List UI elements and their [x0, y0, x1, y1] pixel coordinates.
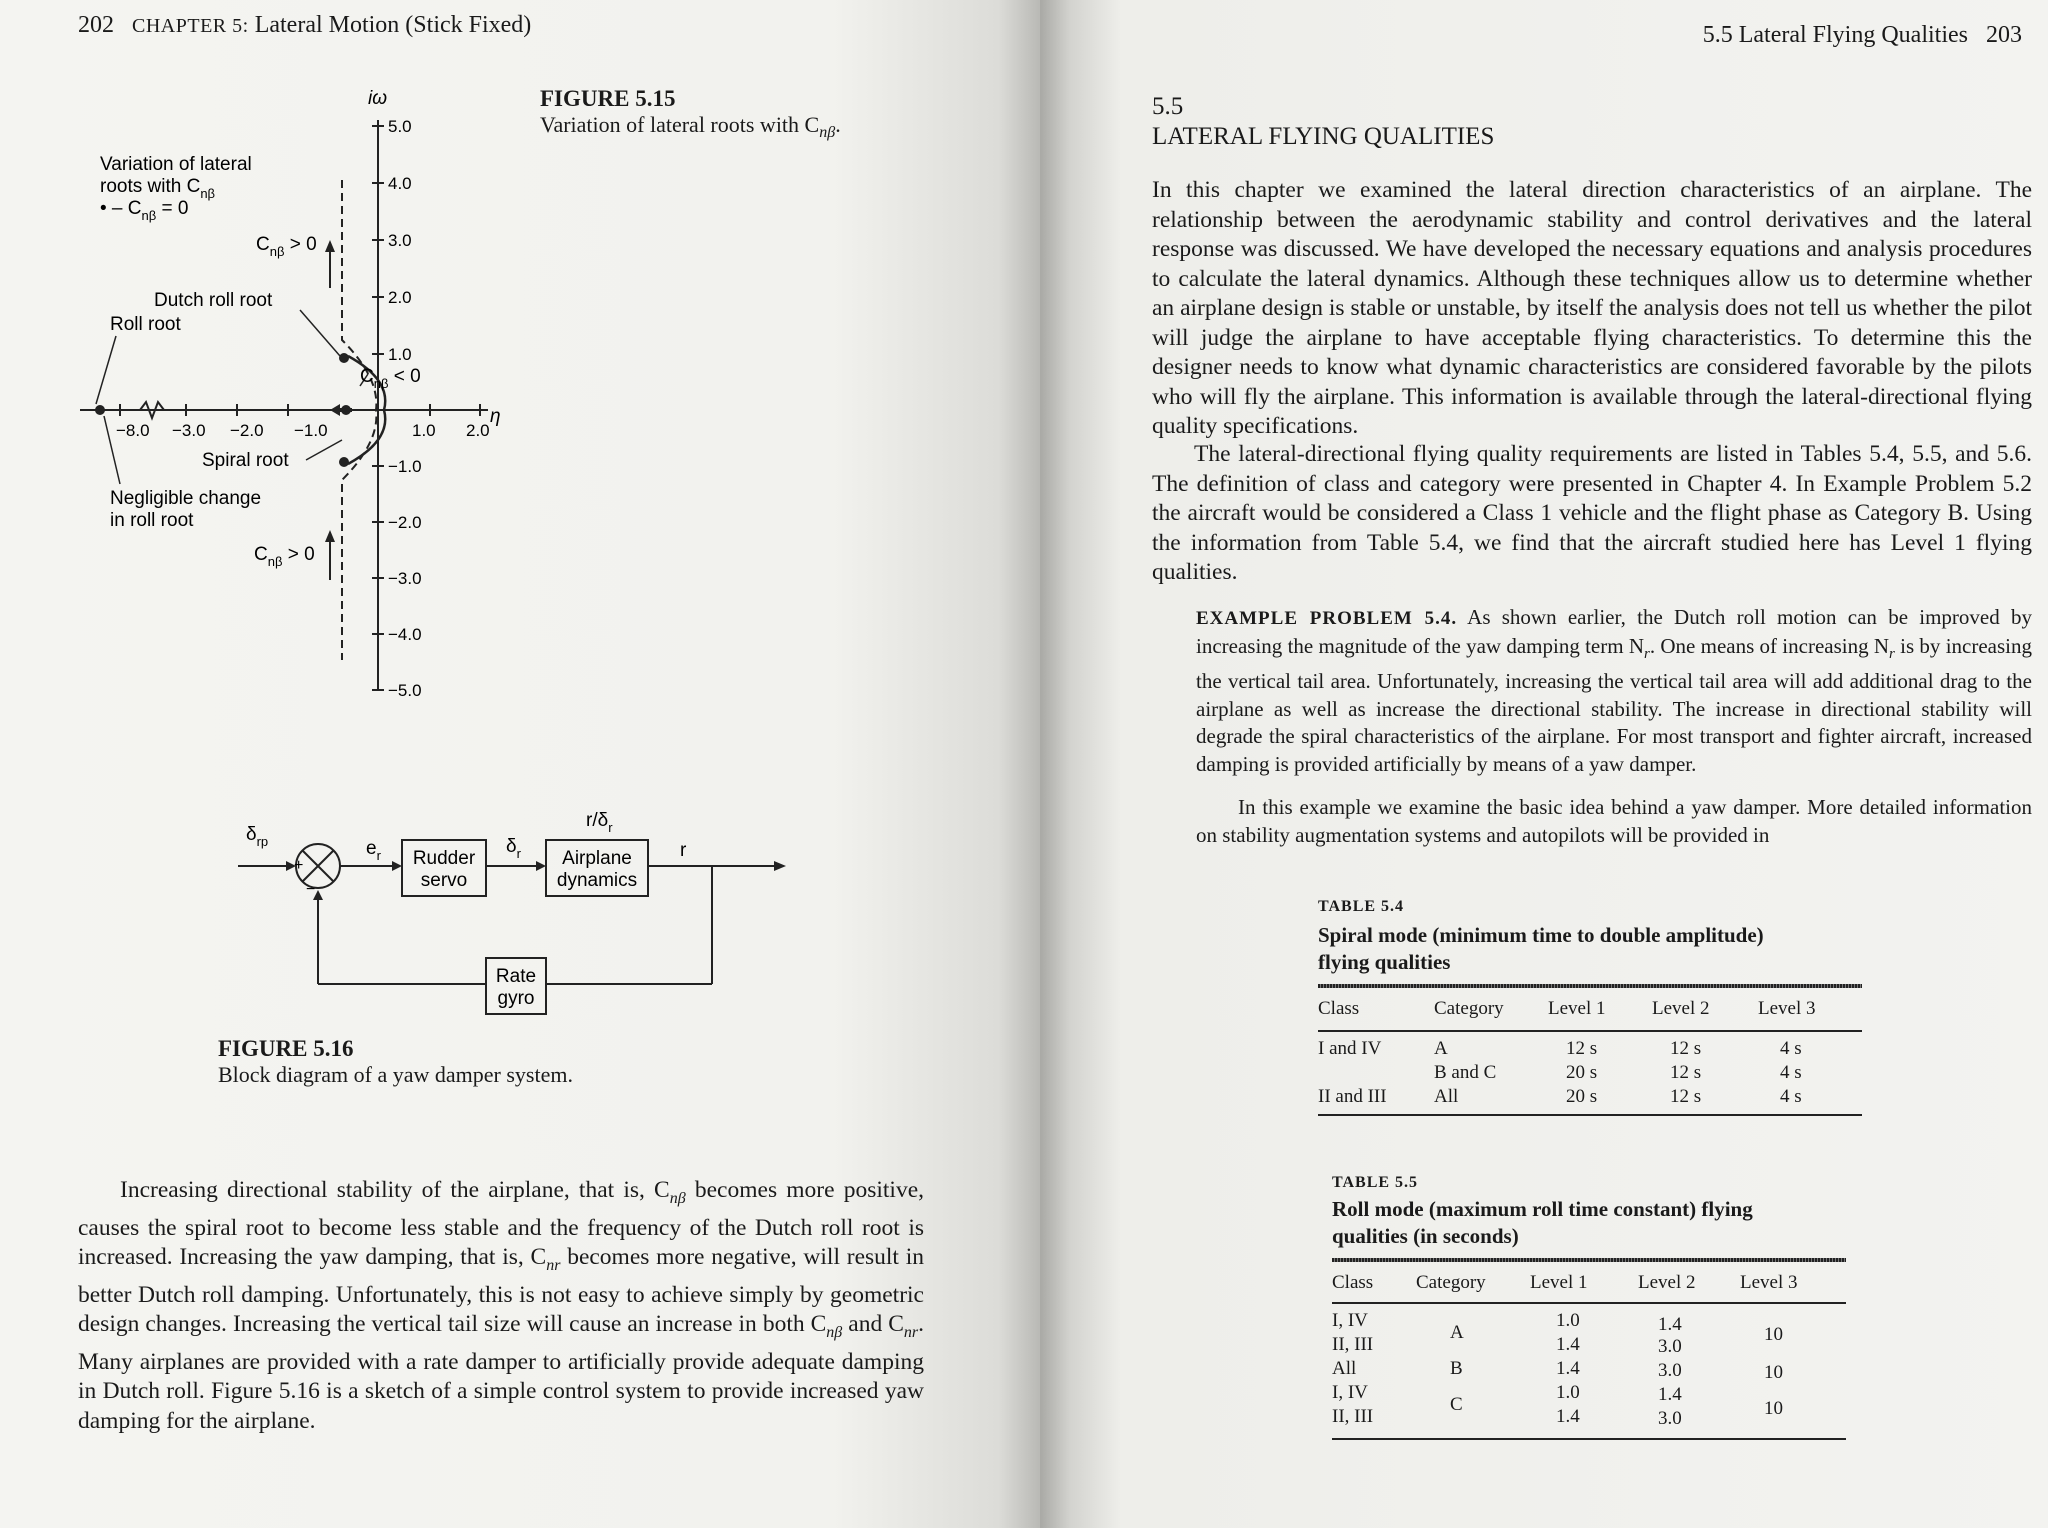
bd-output-label: r: [680, 840, 687, 861]
page-number-left: 202: [78, 12, 114, 38]
bd-tf-sub: r: [608, 820, 613, 835]
bd-airplane-line2: dynamics: [556, 870, 638, 891]
legend-line3-sub: nβ: [141, 208, 157, 223]
svg-text:• – Cnβ = 0: [100, 198, 188, 223]
t55-category-b: B: [1450, 1358, 1463, 1379]
t54-r3-level2: 12 s: [1670, 1086, 1702, 1107]
ann-cnb-pos-top-end: > 0: [284, 234, 317, 255]
bd-input-sub: rp: [256, 834, 269, 849]
t55-h-level1: Level 1: [1530, 1272, 1588, 1293]
t54-r2-level2: 12 s: [1670, 1062, 1702, 1083]
y-tick-m3: −3.0: [388, 569, 422, 588]
example-problem-5-4: EXAMPLE PROBLEM 5.4. As shown earlier, the Dutch roll motion can be improved by increasing the magnitude of the yaw damping term $N_r$. One means of increasing $N_r$ is by increasing the vertical tail area. Unfortunately, increasing the vertical tail area will add additional drag to the airplane as well as increase the directional stability. The increase in directional stability will degrade the spiral characteristics of the airplane. For most transport and fighter aircraft, increased damping is provided artificially by means of a yaw damper.: [1196, 605, 2032, 776]
legend-title-line2-sub: nβ: [200, 186, 216, 201]
legend-line3-end: = 0: [156, 198, 189, 219]
table-5-5-bottom-rule: [1332, 1438, 1846, 1440]
imag-axis-label: iω: [368, 88, 388, 109]
ann-roll-root: Roll root: [110, 314, 181, 335]
figure-5-16-caption-block: [218, 1036, 573, 1088]
ann-cnb-pos-top-sub: nβ: [269, 244, 285, 259]
y-tick-3: 3.0: [388, 231, 412, 250]
t55-l1-5: 1.4: [1556, 1406, 1580, 1427]
t54-r2-level3: 4 s: [1780, 1062, 1802, 1083]
left-body-paragraph: Increasing directional stability of the airplane, that is, $C_{n\beta}$ becomes more positive, causes the spiral root to become less stable and the frequency of the Dutch roll root is increased. Increasing the yaw damping, that is, $C_{nr}$ becomes more negative, will result in better Dutch roll damping. Unfortunately, this is not easy to achieve simply by geometric design changes. Increasing the vertical tail size will cause an increase in both $C_{n\beta}$ and $C_{nr}$. Many airplanes are provided with a rate damper to artificially provide adequate damping in Dutch roll. Figure 5.16 is a sketch of a simple control system to provide increased yaw damping for the airplane.: [78, 1177, 924, 1434]
ann-cnb-neg: C: [360, 366, 374, 387]
bd-delta-r: δ: [506, 836, 517, 857]
t55-l1-3: 1.4: [1556, 1358, 1580, 1379]
figure-5-15-root-locus: [0, 80, 1040, 720]
figure-5-15-caption-block: [540, 86, 841, 142]
t55-l2-2: 3.0: [1658, 1336, 1682, 1357]
y-tick-m2: −2.0: [388, 513, 422, 532]
table-5-4-label: TABLE 5.4: [1318, 898, 1405, 915]
table-5-4-header-rule: [1318, 1030, 1862, 1032]
right-para-2: The lateral-directional flying quality requirements are listed in Tables 5.4, 5.5, and 5.6. The definition of class and category were presented in Chapter 4. In Example Problem 5.2 the aircraft would be considered a Class 1 vehicle and the flight phase as Category B. Using the information from Table 5.4, we find that the aircraft studied here has Level 1 flying qualities.: [1152, 441, 2032, 585]
t54-r1-category: A: [1434, 1038, 1448, 1059]
bd-input-label: δ: [246, 824, 257, 845]
t55-h-level2: Level 2: [1638, 1272, 1696, 1293]
right-page: [1040, 0, 2048, 1528]
t55-class-1: I, IV: [1332, 1310, 1368, 1331]
bd-rate-line2: gyro: [497, 988, 535, 1009]
bd-tf-label: r/δ: [586, 810, 609, 831]
t54-r1-class: I and IV: [1318, 1038, 1382, 1059]
example-para-2: In this example we examine the basic idea behind a yaw damper. More detailed information on stability augmentation systems and autopilots will be provided in: [1196, 795, 2032, 847]
y-tick-1: 1.0: [388, 345, 412, 364]
svg-text:r/δr: [586, 810, 613, 835]
bd-error-sub: r: [376, 848, 381, 863]
svg-text:δrp: [246, 824, 268, 849]
t54-h-class: Class: [1318, 998, 1360, 1019]
ann-cnb-pos-bottom-end: > 0: [282, 544, 315, 565]
chapter-label: CHAPTER 5:: [132, 15, 249, 37]
t54-r1-level1: 12 s: [1566, 1038, 1598, 1059]
bd-minus: −: [306, 881, 316, 898]
table-5-5-title: Roll mode (maximum roll time constant) flying qualities (in seconds): [1332, 1197, 1753, 1248]
y-tick-2: 2.0: [388, 288, 412, 307]
t55-l1-4: 1.0: [1556, 1382, 1580, 1403]
section-number: 5.5: [1152, 93, 1184, 120]
page-number-right: 203: [1986, 22, 2022, 48]
table-5-5-header-rule: [1332, 1302, 1846, 1304]
left-page-header: [78, 12, 531, 39]
t54-r2-category: B and C: [1434, 1062, 1497, 1083]
bd-error-label: e: [366, 838, 377, 859]
t54-r2-level1: 20 s: [1566, 1062, 1598, 1083]
t55-h-level3: Level 3: [1740, 1272, 1798, 1293]
t55-l1-1: 1.0: [1556, 1310, 1580, 1331]
t54-r1-level2: 12 s: [1670, 1038, 1702, 1059]
t55-l3-3: 10: [1764, 1398, 1783, 1419]
t55-class-5: II, III: [1332, 1406, 1374, 1427]
t55-h-category: Category: [1416, 1272, 1486, 1293]
right-page-header: [1703, 22, 2022, 49]
running-head: 5.5 Lateral Flying Qualities: [1702, 22, 1968, 48]
right-para-1: In this chapter we examined the lateral direction characteristics of an airplane. The relationship between the aerodynamic stability and control derivatives and the lateral response was discussed. We have developed the necessary equations and analysis procedures to calculate the lateral dynamics. Although these techniques allow us to determine whether an airplane design is stable or unstable, by itself the analysis does not tell us whether the pilot will judge the airplane to have acceptable flying characteristics. To determine this the designer needs to know what dynamic characteristics are considered favorable by the pilots who will fly the airplane. This information is available through the lateral-directional flying quality specifications.: [1152, 177, 2032, 439]
t54-r3-level1: 20 s: [1566, 1086, 1598, 1107]
bd-airplane-line1: Airplane: [562, 848, 632, 869]
x-tick-2: 2.0: [466, 421, 490, 440]
t55-l2-5: 3.0: [1658, 1408, 1682, 1429]
y-tick-4: 4.0: [388, 174, 412, 193]
t54-h-level2: Level 2: [1652, 998, 1710, 1019]
figure-5-16-label: FIGURE 5.16: [218, 1036, 354, 1061]
bd-rate-line1: Rate: [495, 966, 537, 987]
legend-title-line1: Variation of lateral: [100, 154, 252, 175]
ann-negligible-2: in roll root: [110, 510, 194, 531]
bd-rudder-line2: servo: [420, 870, 468, 891]
table-5-4-title: Spiral mode (minimum time to double amplitude) flying qualities: [1318, 923, 1764, 974]
t55-l3-1: 10: [1764, 1324, 1783, 1345]
t55-category-c: C: [1450, 1394, 1463, 1415]
bd-rudder-line1: Rudder: [412, 848, 476, 869]
svg-text:Cnβ > 0: [256, 234, 317, 259]
x-tick-1: 1.0: [412, 421, 436, 440]
real-axis-label: η: [490, 406, 501, 427]
legend-line3: • – C: [100, 198, 142, 219]
x-tick-m3: −3.0: [172, 421, 206, 440]
t54-r3-class: II and III: [1318, 1086, 1387, 1107]
ann-spiral-root: Spiral root: [202, 450, 289, 471]
t54-h-level1: Level 1: [1548, 998, 1606, 1019]
svg-text:δr: [506, 836, 522, 861]
ann-cnb-pos-top: C: [256, 234, 270, 255]
example-head: EXAMPLE PROBLEM 5.4.: [1196, 608, 1458, 629]
table-5-4-top-rule: [1318, 984, 1862, 988]
legend-title-line2: roots with C: [100, 176, 201, 197]
table-5-5-top-rule: [1332, 1258, 1846, 1262]
figure-5-16-block-diagram: [0, 790, 1040, 1030]
figure-5-15-label: FIGURE 5.15: [540, 86, 676, 111]
t55-l2-3: 3.0: [1658, 1360, 1682, 1381]
section-title: LATERAL FLYING QUALITIES: [1152, 123, 1495, 150]
bd-delta-r-sub: r: [516, 846, 521, 861]
y-tick-5: 5.0: [388, 117, 412, 136]
svg-text:Cnβ < 0: [360, 366, 421, 391]
t54-h-category: Category: [1434, 998, 1504, 1019]
t54-r3-category: All: [1434, 1086, 1459, 1107]
bd-plus: +: [294, 857, 304, 874]
x-tick-m1: −1.0: [294, 421, 328, 440]
t54-h-level3: Level 3: [1758, 998, 1816, 1019]
x-tick-m2: −2.0: [230, 421, 264, 440]
chapter-title: Lateral Motion (Stick Fixed): [254, 12, 532, 38]
x-tick-m8: −8.0: [116, 421, 150, 440]
ann-negligible-1: Negligible change: [110, 488, 262, 509]
table-5-4-bottom-rule: [1318, 1114, 1862, 1116]
ann-cnb-neg-end: < 0: [388, 366, 421, 387]
ann-dutch-roll-root: Dutch roll root: [154, 290, 273, 311]
t55-l2-4: 1.4: [1658, 1384, 1682, 1405]
t55-class-3: All: [1332, 1358, 1357, 1379]
figure-5-16-caption: Block diagram of a yaw damper system.: [218, 1062, 573, 1087]
t55-l1-2: 1.4: [1556, 1334, 1580, 1355]
ann-cnb-pos-bottom: C: [254, 544, 268, 565]
t55-l2-1: 1.4: [1658, 1314, 1682, 1335]
t54-r3-level3: 4 s: [1780, 1086, 1802, 1107]
t55-l3-2: 10: [1764, 1362, 1783, 1383]
t55-h-class: Class: [1332, 1272, 1374, 1293]
ann-cnb-neg-sub: nβ: [373, 376, 389, 391]
t54-r1-level3: 4 s: [1780, 1038, 1802, 1059]
section-heading: [1152, 92, 1494, 152]
svg-text:Cnβ > 0: [254, 544, 315, 569]
t55-class-4: I, IV: [1332, 1382, 1368, 1403]
figure-5-15-caption: Variation of lateral roots with $C_{n\beta}$.: [540, 112, 841, 141]
svg-text:er: [366, 838, 382, 863]
y-tick-m1: −1.0: [388, 457, 422, 476]
y-tick-m5: −5.0: [388, 681, 422, 700]
t55-class-2: II, III: [1332, 1334, 1374, 1355]
ann-cnb-pos-bottom-sub: nβ: [267, 554, 283, 569]
table-5-5-label: TABLE 5.5: [1332, 1174, 1419, 1191]
y-tick-m4: −4.0: [388, 625, 422, 644]
t55-category-a: A: [1450, 1322, 1464, 1343]
